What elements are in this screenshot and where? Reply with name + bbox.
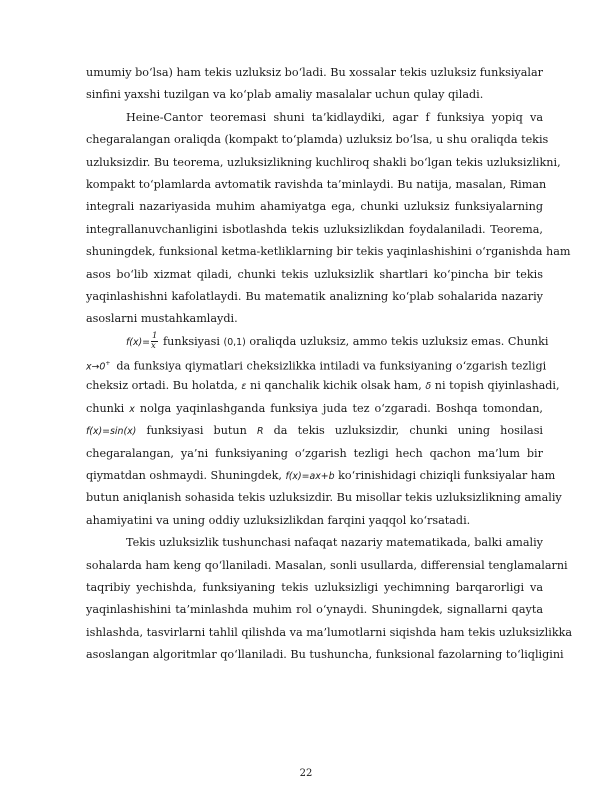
- text-line: ishlashda, tasvirlarni tahlil qilishda va ma’lumotlarni siqishda ham tekis uzluksizlikka: [86, 625, 573, 639]
- text-line-formula: [86, 420, 543, 442]
- text-line: chegaralangan oraliqda (kompakt toʻplamda) uzluksiz boʻlsa, u shu oraliqda tekis: [86, 133, 549, 147]
- text-line: asoslangan algoritmlar qoʻllaniladi. Bu tushuncha, funksional fazolarning toʻliqligini: [86, 648, 564, 662]
- formula-linear: f(x)=ax+b: [285, 471, 335, 483]
- interval: (0,1): [223, 336, 246, 348]
- text-fragment: oraliqda uzluksiz, ammo tekis uzluksiz emas. Chunki: [249, 334, 549, 348]
- word: funksiyasi: [163, 334, 220, 348]
- formula-f-of-x: f(x)=: [126, 336, 151, 348]
- text-line: uzluksizdir. Bu teorema, uzluksizlikning kuchliroq shakli boʻlgan tekis uzluksizlikni,: [86, 155, 561, 169]
- text-fragment: qiymatdan oshmaydi. Shuningdek,: [86, 469, 282, 483]
- x-symbol: x: [129, 403, 135, 415]
- text-fragment: chunki: [86, 401, 125, 415]
- text-line: integrali nazariyasida muhim ahamiyatga ega, chunki uzluksiz funksiyalarning: [86, 200, 543, 214]
- text-line: asoslarni mustahkamlaydi.: [86, 312, 238, 326]
- text-fragment: da funksiya qiymatlari cheksizlikka intiladi va funksiyaning oʻzgarish tezligi: [116, 359, 547, 373]
- real-numbers-symbol: R: [256, 426, 264, 438]
- fraction: [151, 332, 158, 351]
- text-line: Heine-Cantor teoremasi shuni ta’kidlaydiki, agar f funksiya yopiq va: [126, 110, 543, 124]
- text-fragment: funksiyasi butun: [146, 424, 247, 438]
- text-line: yaqinlashishini ta’minlashda muhim rol oʻynaydi. Shuningdek, signallarni qayta: [86, 603, 543, 617]
- text-fragment: koʻrinishidagi chiziqli funksiyalar ham: [338, 469, 556, 483]
- formula-sin: f(x)=sin(x): [86, 426, 137, 438]
- text-line-formula: [86, 375, 560, 397]
- limit-expression: x→0: [86, 361, 106, 373]
- text-line: sohalarda ham keng qoʻllaniladi. Masalan, sonli usullarda, differensial tenglamalarni: [86, 558, 568, 572]
- fraction-denominator: x: [151, 341, 156, 352]
- text-line-formula: [86, 353, 547, 375]
- text-line: sinfini yaxshi tuzilgan va koʻplab amaliy masalalar uchun qulay qiladi.: [86, 88, 484, 102]
- delta-symbol: δ: [425, 381, 432, 393]
- text-line: ahamiyatini va uning oddiy uzluksizlikdan farqini yaqqol koʻrsatadi.: [86, 513, 471, 527]
- page-number: 22: [299, 768, 313, 779]
- text-fragment: ni qanchalik kichik olsak ham,: [250, 379, 422, 393]
- text-line: yaqinlashishni kafolatlaydi. Bu matematik analizning koʻplab sohalarida nazariy: [86, 289, 543, 303]
- text-line: chegaralangan, ya’ni funksiyaning oʻzgarish tezligi hech qachon ma’lum bir: [86, 446, 543, 460]
- text-fragment: nolga yaqinlashganda funksiya juda tez oʻzgaradi. Boshqa tomondan,: [139, 401, 543, 415]
- text-fragment: cheksiz ortadi. Bu holatda,: [86, 379, 238, 393]
- text-line: Tekis uzluksizlik tushunchasi nafaqat nazariy matematikada, balki amaliy: [126, 536, 544, 550]
- text-line-formula: [86, 398, 543, 420]
- text-line: shuningdek, funksional ketma-ketliklarning bir tekis yaqinlashishini oʻrganishda ham: [86, 245, 571, 259]
- text-line-formula: [86, 331, 549, 353]
- text-line: kompakt toʻplamlarda avtomatik ravishda ta’minlaydi. Bu natija, masalan, Riman: [86, 177, 547, 191]
- epsilon-symbol: ε: [241, 381, 247, 393]
- limit-superscript: +: [105, 360, 113, 368]
- text-line: umumiy boʻlsa) ham tekis uzluksiz boʻladi. Bu xossalar tekis uzluksiz funksiyalar: [86, 66, 544, 79]
- text-line: taqribiy yechishda, funksiyaning tekis uzluksizligi yechimning barqarorligi va: [86, 580, 543, 594]
- text-line: butun aniqlanish sohasida tekis uzluksizdir. Bu misollar tekis uzluksizlikning amaliy: [86, 491, 562, 505]
- text-fragment: da tekis uzluksizdir, chunki uning hosilasi: [273, 424, 544, 438]
- fraction-numerator: 1: [152, 331, 158, 342]
- text-line: integrallanuvchanligini isbotlashda tekis uzluksizlikdan foydalaniladi. Teorema,: [86, 222, 543, 236]
- document-body: [86, 62, 573, 667]
- text-fragment: ni topish qiyinlashadi,: [434, 379, 560, 393]
- text-line: asos boʻlib xizmat qiladi, chunki tekis uzluksizlik shartlari koʻpincha bir tekis: [86, 267, 543, 281]
- text-line-formula: [86, 465, 556, 487]
